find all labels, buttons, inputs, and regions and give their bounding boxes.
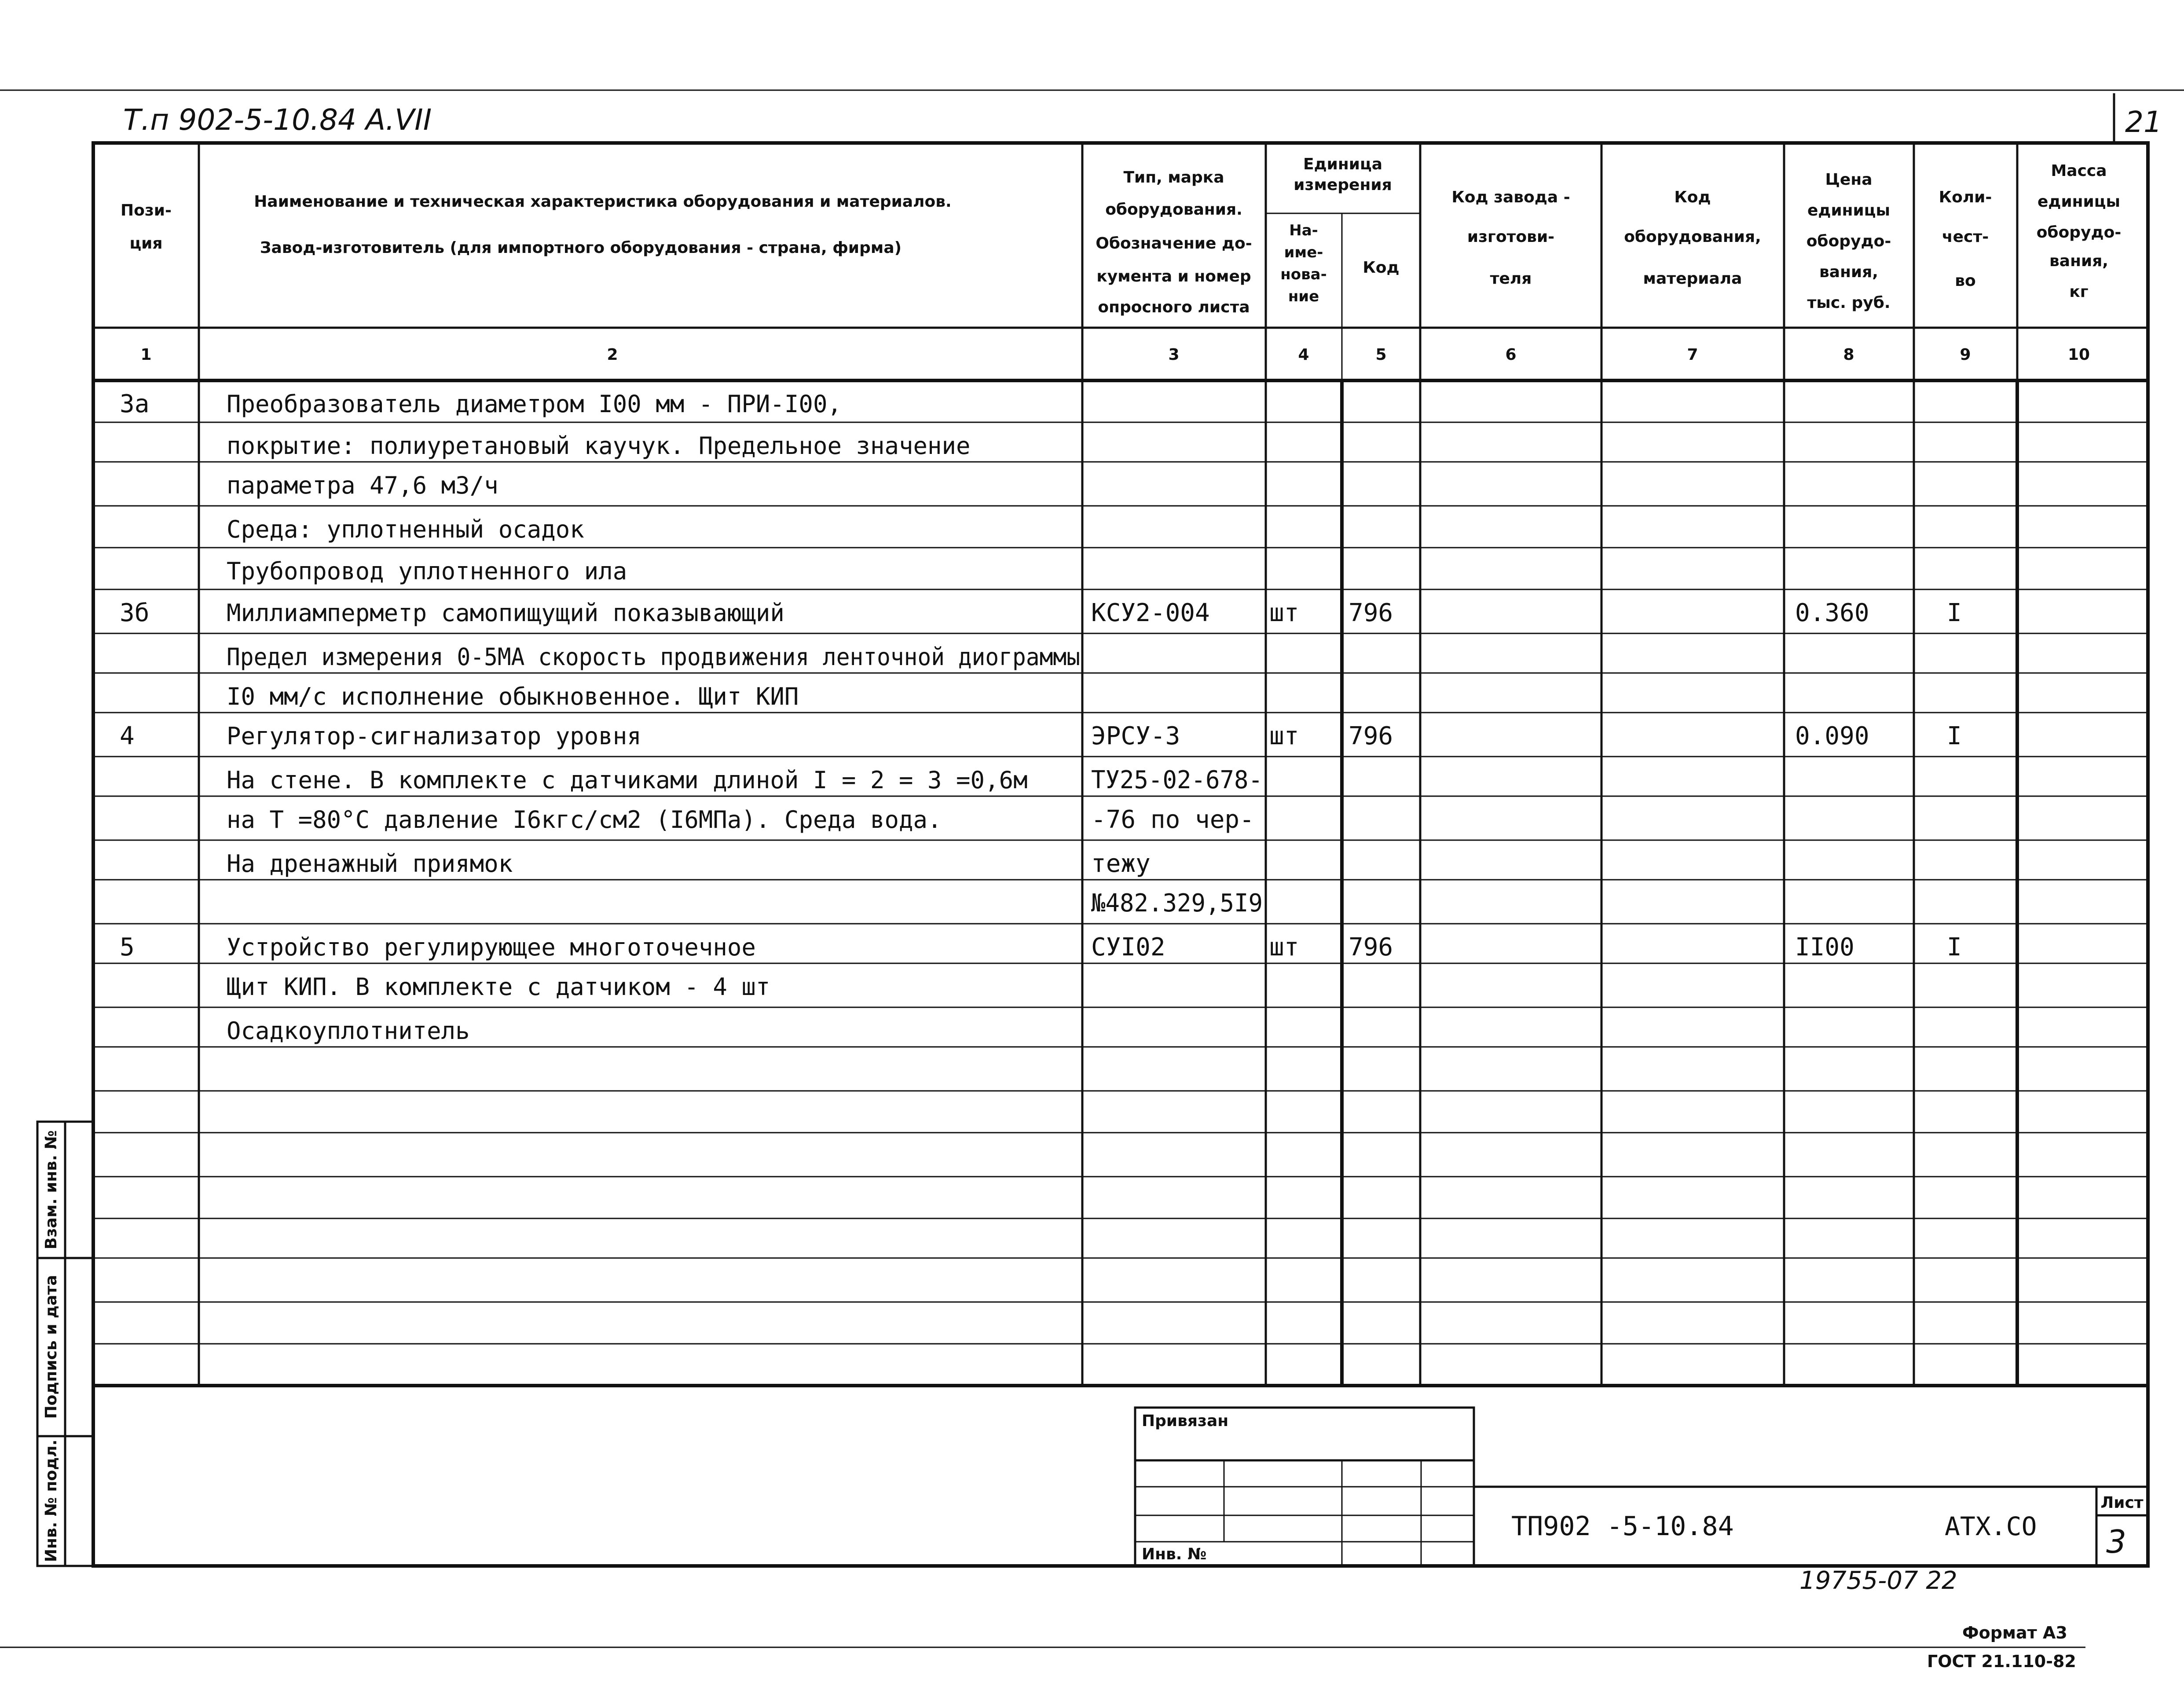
table-row [227, 973, 770, 1001]
svg-text:10: 10 [2067, 346, 2090, 364]
cell-name: На дренажный приямок [227, 850, 513, 878]
col8-header-l3: оборудо- [1806, 232, 1891, 250]
table-row [227, 683, 799, 710]
table-row [120, 933, 1962, 962]
cell-name: Трубопровод уплотненного ила [227, 557, 627, 585]
cell-name: Осадкоуплотнитель [227, 1017, 470, 1045]
cell-unit: шт [1269, 599, 1299, 627]
col4-header-l4: ние [1288, 288, 1319, 305]
stamp-code: ТП902 -5-10.84 [1511, 1511, 1734, 1542]
col5-header: Код [1363, 259, 1400, 277]
side-stamp-vzam-inv: Взам. инв. № [42, 1130, 60, 1250]
svg-text:4: 4 [1298, 346, 1309, 364]
table-row [227, 432, 971, 460]
doc-ref: Т.п 902-5-10.84 А.VII [123, 103, 432, 137]
col3-header-l5: опросного листа [1098, 298, 1250, 316]
cell-name: Предел измерения 0-5МА скорость продвижения ленточной диограммы [227, 643, 1080, 671]
col8-header-l4: вания, [1819, 263, 1878, 281]
col9-header-l2: чест- [1942, 228, 1989, 246]
table-row [227, 766, 1263, 794]
col8-header-l1: Цена [1825, 171, 1873, 189]
col9-header-l1: Коли- [1938, 188, 1992, 206]
column-number-row [140, 346, 2090, 364]
col4-header-l1: На- [1289, 222, 1318, 239]
inv-no-label: Инв. № [1142, 1545, 1207, 1563]
table-row [1091, 889, 1263, 918]
bottom-number: 19755-07 22 [1799, 1566, 1957, 1595]
cell-code: 796 [1349, 933, 1393, 962]
svg-text:6: 6 [1505, 346, 1517, 364]
col7-header-l2: оборудования, [1624, 228, 1761, 246]
privyazan-label: Привязан [1142, 1412, 1229, 1430]
cell-name: Среда: уплотненный осадок [227, 516, 584, 543]
cell-name: Устройство регулирующее многоточечное [227, 933, 756, 961]
list-label: Лист [2100, 1494, 2144, 1512]
col1-header-l1: Пози- [121, 201, 172, 219]
col6-header-l2: изготови- [1467, 228, 1555, 246]
col6-header-l1: Код завода - [1451, 188, 1570, 206]
cell-code: 796 [1349, 599, 1393, 627]
col7-header-l1: Код [1674, 188, 1711, 206]
table-row [227, 472, 498, 499]
unit-group-header-l1: Единица [1303, 155, 1382, 173]
col7-header-l3: материала [1643, 270, 1742, 288]
cell-name: На стене. В комплекте с датчиками длиной I = 2 = 3 =0,6м [227, 766, 1028, 794]
svg-text:7: 7 [1687, 346, 1698, 364]
table-body [120, 390, 1962, 1045]
col4-header-l3: нова- [1280, 266, 1327, 283]
cell-name: покрытие: полиуретановый каучук. Предельное значение [227, 432, 971, 460]
cell-type: №482.329,5I9 [1091, 889, 1263, 918]
table-row [120, 722, 1962, 750]
side-stamp [37, 1122, 93, 1566]
cell-name: Миллиамперметр самопищущий показывающий [227, 599, 784, 627]
col3-header-l2: оборудования. [1105, 201, 1242, 219]
cell-name: Щит КИП. В комплекте с датчиком - 4 шт [227, 973, 770, 1001]
col3-header-l4: кумента и номер [1096, 267, 1251, 285]
cell-code: 796 [1349, 722, 1393, 750]
col10-header-l2: единицы [2037, 193, 2121, 211]
col1-header-l2: ция [129, 234, 163, 252]
cell-pos: 5 [120, 933, 135, 962]
col2-header-l1: Наименование и техническая характеристика оборудования и материалов. [254, 193, 952, 211]
svg-text:5: 5 [1375, 346, 1387, 364]
svg-text:8: 8 [1843, 346, 1854, 364]
col6-header-l3: теля [1490, 270, 1532, 288]
title-block [1135, 1408, 2148, 1566]
table-row [227, 643, 1080, 671]
table-row [227, 805, 1254, 834]
col10-header-l4: вания, [2049, 252, 2108, 270]
cell-price: 0.360 [1795, 599, 1869, 627]
cell-type: ЭРСУ-3 [1091, 722, 1180, 750]
cell-unit: шт [1269, 722, 1299, 750]
cell-pos: 3б [120, 599, 150, 627]
cell-qty: I [1947, 599, 1962, 627]
side-stamp-inv-podl: Инв. № подл. [42, 1439, 60, 1562]
svg-text:1: 1 [140, 346, 152, 364]
cell-name: I0 мм/с исполнение обыкновенное. Щит КИП [227, 683, 799, 710]
cell-type: ТУ25-02-678- [1091, 766, 1263, 794]
column-lines [199, 143, 2017, 1386]
col2-header-l2: Завод-изготовитель (для импортного оборудования - страна, фирма) [260, 239, 902, 257]
col4-header-l2: име- [1284, 244, 1323, 261]
col10-header-l5: кг [2069, 283, 2089, 301]
col9-header-l3: во [1955, 272, 1976, 290]
format-label: Формат А3 [1962, 1623, 2067, 1642]
cell-type: СУI02 [1091, 933, 1165, 962]
col10-header-l1: Масса [2051, 162, 2107, 180]
svg-text:2: 2 [607, 346, 618, 364]
table-row [120, 599, 1962, 627]
table-row [227, 849, 1151, 878]
cell-name: Регулятор-сигнализатор уровня [227, 722, 641, 750]
stamp-mark: АТХ.СО [1945, 1511, 2037, 1541]
col10-header-l3: оборудо- [2036, 223, 2122, 241]
svg-text:3: 3 [1168, 346, 1180, 364]
svg-text:9: 9 [1960, 346, 1971, 364]
cell-pos: 4 [120, 722, 135, 750]
cell-type: КСУ2-004 [1091, 599, 1210, 627]
col3-header-l3: Обозначение до- [1096, 234, 1252, 252]
list-number: 3 [2106, 1523, 2126, 1560]
cell-name: параметра 47,6 м3/ч [227, 472, 498, 499]
cell-price: II00 [1795, 933, 1854, 962]
col3-header-l1: Тип, марка [1123, 168, 1224, 187]
table-row [227, 1017, 470, 1045]
table-row [227, 516, 584, 543]
col8-header-l5: тыс. руб. [1807, 294, 1891, 312]
gost-label: ГОСТ 21.110-82 [1927, 1652, 2076, 1671]
table-row [227, 557, 627, 585]
cell-type: -76 по чер- [1091, 805, 1254, 834]
cell-name: на Т =80°С давление I6кгс/см2 (I6МПа). Среда вода. [227, 806, 942, 834]
side-stamp-podpis-data: Подпись и дата [42, 1275, 60, 1419]
page-number: 21 [2125, 105, 2162, 139]
table-row [120, 390, 842, 418]
cell-qty: I [1947, 722, 1962, 750]
cell-qty: I [1947, 933, 1962, 962]
cell-type: тежу [1091, 849, 1151, 878]
col8-header-l2: единицы [1807, 201, 1891, 219]
cell-price: 0.090 [1795, 722, 1869, 750]
cell-name: Преобразователь диаметром I00 мм - ПРИ-I00, [227, 390, 842, 418]
table-header [121, 155, 2121, 316]
unit-group-header-l2: измерения [1294, 176, 1392, 194]
cell-unit: шт [1269, 933, 1299, 962]
cell-pos: 3а [120, 390, 150, 418]
